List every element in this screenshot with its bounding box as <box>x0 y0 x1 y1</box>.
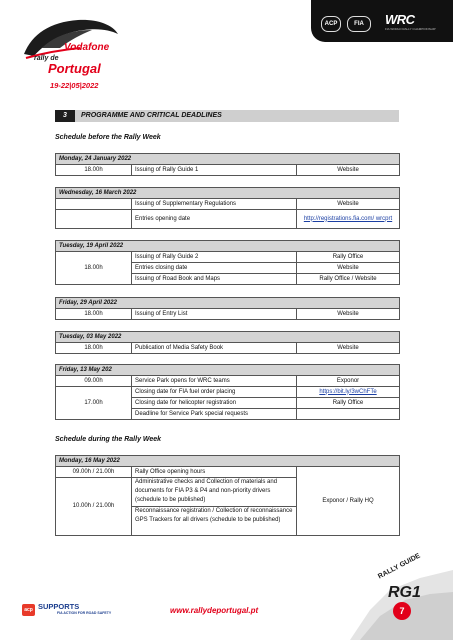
rally-de-portugal-logo <box>20 14 122 94</box>
fuel-order-link[interactable]: https://bit.ly/3wChFTe <box>319 388 377 395</box>
acp-logo: ACP <box>321 16 341 32</box>
date-header: Tuesday, 03 May 2022 <box>56 332 400 343</box>
time-cell: 10.00h / 21.00h <box>56 478 132 536</box>
table-row <box>56 387 400 398</box>
schedule-table <box>55 297 400 320</box>
description-cell: Issuing of Rally Guide 1 <box>132 165 297 176</box>
location-cell: Rally Office <box>297 398 400 409</box>
wrc-subtitle: FIA WORLD RALLY CHAMPIONSHIP <box>385 27 436 31</box>
subheading-during-rally-week: Schedule during the Rally Week <box>55 436 162 443</box>
description-cell: Issuing of Road Book and Maps <box>132 274 297 285</box>
time-cell: 18.00h <box>56 343 132 354</box>
schedule-table <box>55 240 400 285</box>
description-cell: Issuing of Supplementary Regulations <box>132 199 297 210</box>
description-cell: Closing date for helicopter registration <box>132 398 297 409</box>
road-safety-text: FIA ACTION FOR ROAD SAFETY <box>57 611 112 615</box>
location-cell: Exponor <box>297 376 400 387</box>
date-header: Friday, 13 May 202 <box>56 365 400 376</box>
section-title: PROGRAMME AND CRITICAL DEADLINES <box>81 112 222 119</box>
time-cell: 18.00h <box>56 252 132 285</box>
logo-rally-text: rally de <box>34 55 59 62</box>
fia-logo: FIA <box>347 16 371 32</box>
time-cell: 09.00h <box>56 376 132 387</box>
sponsor-bar <box>311 0 453 42</box>
page-number: 7 <box>393 602 411 620</box>
description-cell: Service Park opens for WRC teams <box>132 376 297 387</box>
table-row <box>56 467 400 478</box>
location-cell: Rally Office <box>297 252 400 263</box>
description-cell: Rally Office opening hours <box>132 467 297 478</box>
description-cell: Administrative checks and Collection of materials and documents for FIA P3 & P4 and non-priority drivers (schedule to be published) <box>132 478 297 507</box>
rally-guide-label: RALLY GUIDE <box>377 552 422 581</box>
registrations-link[interactable]: http://registrations.fia.com/ wrcprt <box>303 215 393 222</box>
description-cell: Issuing of Entry List <box>132 309 297 320</box>
location-cell <box>297 409 400 420</box>
table-row <box>56 252 400 263</box>
table-row <box>56 199 400 210</box>
location-cell: Website <box>297 199 400 210</box>
table-row <box>56 165 400 176</box>
location-cell: Website <box>297 165 400 176</box>
wrc-logo: WRC <box>385 12 415 27</box>
time-cell <box>56 210 132 229</box>
schedule-table <box>55 455 400 536</box>
location-cell <box>297 387 400 398</box>
location-cell: Website <box>297 343 400 354</box>
location-cell: Exponor / Rally HQ <box>297 467 400 536</box>
description-cell: Issuing of Rally Guide 2 <box>132 252 297 263</box>
logo-vodafone-text: Vodafone <box>64 42 110 53</box>
schedule-table <box>55 187 400 229</box>
supports-text: SUPPORTS <box>38 602 80 611</box>
subheading-before-rally-week: Schedule before the Rally Week <box>55 134 161 141</box>
location-cell <box>297 210 400 229</box>
logo-dates-text: 19-22|05|2022 <box>50 81 99 90</box>
schedule-table <box>55 331 400 354</box>
location-cell: Website <box>297 309 400 320</box>
description-cell: Entries closing date <box>132 263 297 274</box>
date-header: Monday, 24 January 2022 <box>56 154 400 165</box>
description-cell: Entries opening date <box>132 210 297 229</box>
time-cell: 09.00h / 21.00h <box>56 467 132 478</box>
date-header: Monday, 16 May 2022 <box>56 456 400 467</box>
table-row <box>56 343 400 354</box>
date-header: Tuesday, 19 April 2022 <box>56 241 400 252</box>
logo-portugal-text: Portugal <box>48 61 101 76</box>
section-number: 3 <box>55 110 75 122</box>
description-cell: Publication of Media Safety Book <box>132 343 297 354</box>
website-link[interactable]: www.rallydeportugal.pt <box>170 606 259 615</box>
section-heading <box>55 110 399 122</box>
description-cell: Deadline for Service Park special requests <box>132 409 297 420</box>
acp-footer-logo: acp <box>22 604 35 616</box>
date-header: Friday, 29 April 2022 <box>56 298 400 309</box>
table-row <box>56 309 400 320</box>
guide-code: RG1 <box>388 584 421 601</box>
description-cell: Closing date for FIA fuel order placing <box>132 387 297 398</box>
table-row <box>56 376 400 387</box>
description-cell: Reconnaissance registration / Collection of reconnaissance GPS Trackers for all drivers (schedule to be published) <box>132 507 297 536</box>
table-row <box>56 210 400 229</box>
time-cell: 18.00h <box>56 165 132 176</box>
time-cell: 17.00h <box>56 387 132 420</box>
time-cell: 18.00h <box>56 309 132 320</box>
schedule-table <box>55 364 400 420</box>
location-cell: Website <box>297 263 400 274</box>
location-cell: Rally Office / Website <box>297 274 400 285</box>
date-header: Wednesday, 16 March 2022 <box>56 188 400 199</box>
time-cell <box>56 199 132 210</box>
schedule-table <box>55 153 400 176</box>
